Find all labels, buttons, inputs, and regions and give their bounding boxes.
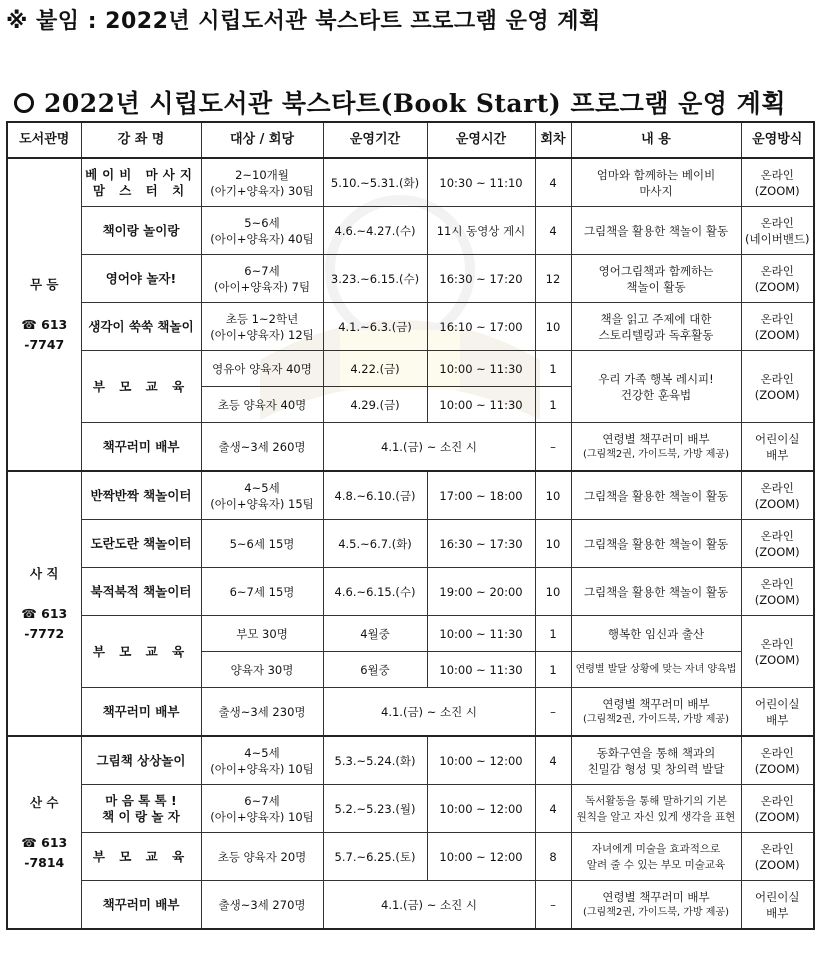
target-cell: 출생~3세 230명: [201, 688, 323, 737]
time-cell: 17:00 ~ 18:00: [427, 471, 535, 520]
target-cell: 초등 양육자 20명: [201, 833, 323, 881]
method-text: (ZOOM): [754, 496, 800, 511]
count-cell: 4: [535, 207, 571, 255]
table-row: [7, 303, 814, 351]
time-cell: 19:00 ~ 20:00: [427, 568, 535, 616]
method-text: 온라인: [760, 576, 794, 591]
content-text: 동화구연을 통해 책과의: [596, 745, 716, 760]
method-cell: [741, 471, 814, 520]
time-cell: 11시 동영상 게시: [427, 207, 535, 255]
library-phone: ☎ 613: [21, 834, 68, 850]
period-cell: 5.2.~5.23.(월): [323, 785, 427, 833]
target-text: (아이+양육자) 10팀: [210, 761, 314, 776]
time-cell: 10:00 ~ 12:00: [427, 833, 535, 881]
course-name: 맘 스 터 치: [92, 182, 190, 198]
period-cell: 5.7.~6.25.(토): [323, 833, 427, 881]
method-text: 온라인: [760, 167, 794, 182]
header-count: 회차: [535, 122, 571, 158]
method-text: 어린이실: [755, 696, 800, 711]
count-cell: 1: [535, 652, 571, 688]
method-text: 온라인: [760, 371, 794, 386]
time-cell: 10:00 ~ 11:30: [427, 652, 535, 688]
method-text: 온라인: [760, 793, 794, 808]
table-row: [7, 207, 814, 255]
method-text: 온라인: [760, 745, 794, 760]
period-cell: 4.22.(금): [323, 351, 427, 387]
content-text: 책을 읽고 주제에 대한: [600, 311, 712, 326]
count-cell: 10: [535, 568, 571, 616]
time-cell: 10:00 ~ 12:00: [427, 736, 535, 785]
target-cell: [201, 736, 323, 785]
method-text: 온라인: [760, 841, 794, 856]
count-cell: 4: [535, 785, 571, 833]
content-text: 건강한 훈육법: [620, 387, 692, 402]
course-cell: [81, 158, 201, 207]
content-cell: [571, 736, 741, 785]
target-cell: 5~6세 15명: [201, 520, 323, 568]
course-name: 베이비 마사지: [85, 166, 197, 182]
table-row: [7, 785, 814, 833]
method-text: (ZOOM): [754, 652, 800, 667]
library-phone-ext: -7814: [24, 854, 65, 870]
method-text: (ZOOM): [754, 327, 800, 342]
content-text: 연령별 책꾸러미 배부: [602, 696, 710, 711]
target-text: 4~5세: [244, 480, 280, 495]
content-cell: [571, 423, 741, 472]
table-row: [7, 423, 814, 472]
method-text: 어린이실: [755, 889, 800, 904]
method-text: (ZOOM): [754, 279, 800, 294]
method-text: (ZOOM): [754, 857, 800, 872]
target-text: 4~5세: [244, 745, 280, 760]
table-row: [7, 351, 814, 387]
method-cell: [741, 158, 814, 207]
target-text: (아이+양육자) 40팀: [210, 231, 314, 246]
method-cell: [741, 568, 814, 616]
method-cell: [741, 688, 814, 737]
target-cell: [201, 207, 323, 255]
method-text: (ZOOM): [754, 809, 800, 824]
library-name: 산 수: [29, 794, 59, 810]
count-cell: 1: [535, 351, 571, 387]
method-text: (ZOOM): [754, 544, 800, 559]
period-cell: 4.8.~6.10.(금): [323, 471, 427, 520]
library-cell-sansu: [7, 736, 81, 929]
method-text: 온라인: [760, 480, 794, 495]
count-cell: 10: [535, 520, 571, 568]
count-cell: 1: [535, 616, 571, 652]
course-cell: 북적북적 책놀이터: [81, 568, 201, 616]
target-text: 6~7세: [244, 793, 280, 808]
content-text: (그림책2권, 가이드북, 가방 제공): [583, 448, 729, 460]
header-content: 내 용: [571, 122, 741, 158]
content-cell: 그림책을 활용한 책놀이 활동: [571, 207, 741, 255]
target-cell: 영유아 양육자 40명: [201, 351, 323, 387]
content-cell: 그림책을 활용한 책놀이 활동: [571, 471, 741, 520]
period-cell: 4.1.(금) ~ 소진 시: [323, 423, 535, 472]
count-cell: 4: [535, 158, 571, 207]
table-header-row: [7, 122, 814, 158]
count-cell: 12: [535, 255, 571, 303]
target-cell: [201, 785, 323, 833]
header-period: 운영기간: [323, 122, 427, 158]
target-cell: [201, 303, 323, 351]
content-cell: [571, 255, 741, 303]
period-cell: 3.23.~6.15.(수): [323, 255, 427, 303]
library-cell-mudeung: [7, 158, 81, 471]
circle-bullet-icon: [14, 93, 34, 113]
content-cell: [571, 158, 741, 207]
content-cell: [571, 785, 741, 833]
period-cell: 4.1.~6.3.(금): [323, 303, 427, 351]
method-cell: [741, 255, 814, 303]
content-text: 책놀이 활동: [626, 279, 686, 294]
content-text: 영어그림책과 함께하는: [598, 263, 714, 278]
content-text: 알려 줄 수 있는 부모 미술교육: [586, 858, 726, 871]
library-name: 사 직: [29, 565, 59, 581]
header-library: 도서관명: [7, 122, 81, 158]
method-text: 온라인: [760, 636, 794, 651]
period-cell: 4.1.(금) ~ 소진 시: [323, 688, 535, 737]
method-cell: [741, 303, 814, 351]
content-cell: [571, 688, 741, 737]
content-text: 스토리텔링과 독후활동: [598, 327, 714, 342]
time-cell: 10:00 ~ 11:30: [427, 616, 535, 652]
course-cell: 책꾸러미 배부: [81, 688, 201, 737]
target-text: 6~7세: [244, 263, 280, 278]
content-text: 독서활동을 통해 말하기의 기본: [585, 794, 727, 807]
method-text: 어린이실: [755, 431, 800, 446]
course-cell: 책꾸러미 배부: [81, 423, 201, 472]
method-text: (ZOOM): [754, 387, 800, 402]
content-text: (그림책2권, 가이드북, 가방 제공): [583, 906, 729, 918]
course-cell: 그림책 상상놀이: [81, 736, 201, 785]
count-cell: –: [535, 423, 571, 472]
method-cell: [741, 736, 814, 785]
period-cell: 4월중: [323, 616, 427, 652]
method-text: 온라인: [760, 215, 794, 230]
content-cell: 행복한 임신과 출산: [571, 616, 741, 652]
method-text: 온라인: [760, 528, 794, 543]
attachment-note: ※ 붙임 : 2022년 시립도서관 북스타트 프로그램 운영 계획: [6, 9, 601, 34]
method-text: (ZOOM): [754, 592, 800, 607]
method-text: 배부: [766, 712, 789, 727]
period-cell: 4.6.~6.15.(수): [323, 568, 427, 616]
period-cell: 5.3.~5.24.(화): [323, 736, 427, 785]
page-title: [14, 84, 786, 120]
time-cell: 16:30 ~ 17:20: [427, 255, 535, 303]
method-cell: [741, 520, 814, 568]
library-name: 무 등: [29, 276, 59, 292]
time-cell: 10:00 ~ 11:30: [427, 351, 535, 387]
course-cell: 부 모 교 육: [81, 351, 201, 423]
content-text: 연령별 책꾸러미 배부: [602, 889, 710, 904]
target-cell: 출생~3세 260명: [201, 423, 323, 472]
period-cell: 6월중: [323, 652, 427, 688]
page-title-text: 2022년 시립도서관 북스타트(Book Start) 프로그램 운영 계획: [44, 89, 786, 118]
target-text: (아이+양육자) 12팀: [210, 327, 314, 342]
header-course: 강 좌 명: [81, 122, 201, 158]
content-text: 연령별 책꾸러미 배부: [602, 431, 710, 446]
method-text: 온라인: [760, 311, 794, 326]
course-cell: 부 모 교 육: [81, 616, 201, 688]
count-cell: 1: [535, 387, 571, 423]
method-text: (네이버밴드): [744, 231, 810, 246]
period-cell: 4.6.~4.27.(수): [323, 207, 427, 255]
target-text: (아이+양육자) 15팀: [210, 496, 314, 511]
method-cell: [741, 881, 814, 930]
table-row: [7, 736, 814, 785]
header-target: 대상 / 회당: [201, 122, 323, 158]
library-phone-ext: -7747: [24, 336, 65, 352]
content-cell: [571, 351, 741, 423]
table-row: [7, 471, 814, 520]
target-cell: 부모 30명: [201, 616, 323, 652]
count-cell: 8: [535, 833, 571, 881]
method-cell: [741, 207, 814, 255]
target-text: 초등 1~2학년: [225, 311, 299, 326]
program-table: [6, 121, 815, 930]
time-cell: 10:30 ~ 11:10: [427, 158, 535, 207]
method-cell: [741, 785, 814, 833]
table-row: [7, 255, 814, 303]
target-cell: 초등 양육자 40명: [201, 387, 323, 423]
table-row: [7, 833, 814, 881]
content-cell: [571, 303, 741, 351]
target-text: (아기+양육자) 30팀: [210, 183, 314, 198]
target-cell: 출생~3세 270명: [201, 881, 323, 930]
content-text: (그림책2권, 가이드북, 가방 제공): [583, 713, 729, 725]
content-cell: 연령별 발달 상황에 맞는 자녀 양육법: [571, 652, 741, 688]
method-cell: [741, 423, 814, 472]
period-cell: 4.1.(금) ~ 소진 시: [323, 881, 535, 930]
target-cell: [201, 158, 323, 207]
method-text: (ZOOM): [754, 183, 800, 198]
course-cell: 도란도란 책놀이터: [81, 520, 201, 568]
method-text: (ZOOM): [754, 761, 800, 776]
course-cell: 영어야 놀자!: [81, 255, 201, 303]
time-cell: 10:00 ~ 11:30: [427, 387, 535, 423]
course-cell: [81, 785, 201, 833]
target-text: (아이+양육자) 10팀: [210, 809, 314, 824]
method-text: 배부: [766, 905, 789, 920]
library-phone: ☎ 613: [21, 316, 68, 332]
target-cell: [201, 255, 323, 303]
header-method: 운영방식: [741, 122, 814, 158]
course-name: 책 이 랑 놀 자: [102, 808, 180, 824]
content-text: 엄마와 함께하는 베이비: [596, 167, 716, 182]
target-cell: 양육자 30명: [201, 652, 323, 688]
time-cell: 16:10 ~ 17:00: [427, 303, 535, 351]
table-row: [7, 158, 814, 207]
method-cell: [741, 616, 814, 688]
method-text: 배부: [766, 447, 789, 462]
content-text: 친밀감 형성 및 창의력 발달: [587, 761, 725, 776]
content-text: 우리 가족 행복 레시피!: [598, 371, 714, 386]
content-text: 마사지: [639, 183, 673, 198]
period-cell: 5.10.~5.31.(화): [323, 158, 427, 207]
target-text: 2~10개월: [235, 167, 289, 182]
content-cell: [571, 881, 741, 930]
target-cell: 6~7세 15명: [201, 568, 323, 616]
table-row: [7, 616, 814, 652]
course-cell: 부 모 교 육: [81, 833, 201, 881]
method-cell: [741, 833, 814, 881]
course-cell: 책이랑 놀이랑: [81, 207, 201, 255]
method-text: 온라인: [760, 263, 794, 278]
target-text: 5~6세: [244, 215, 280, 230]
content-cell: [571, 833, 741, 881]
table-row: [7, 688, 814, 737]
content-cell: 그림책을 활용한 책놀이 활동: [571, 568, 741, 616]
table-row: [7, 568, 814, 616]
time-cell: 16:30 ~ 17:30: [427, 520, 535, 568]
content-cell: 그림책을 활용한 책놀이 활동: [571, 520, 741, 568]
library-phone: ☎ 613: [21, 605, 68, 621]
course-cell: 책꾸러미 배부: [81, 881, 201, 930]
library-phone-ext: -7772: [24, 625, 65, 641]
count-cell: 4: [535, 736, 571, 785]
target-cell: [201, 471, 323, 520]
content-text: 자녀에게 미술을 효과적으로: [591, 842, 721, 855]
count-cell: 10: [535, 471, 571, 520]
table-row: [7, 881, 814, 930]
count-cell: –: [535, 688, 571, 737]
count-cell: 10: [535, 303, 571, 351]
count-cell: –: [535, 881, 571, 930]
course-name: 마 음 톡 톡 !: [105, 792, 177, 808]
time-cell: 10:00 ~ 12:00: [427, 785, 535, 833]
method-cell: [741, 351, 814, 423]
period-cell: 4.29.(금): [323, 387, 427, 423]
target-text: (아이+양육자) 7팀: [213, 279, 311, 294]
course-cell: 반짝반짝 책놀이터: [81, 471, 201, 520]
header-time: 운영시간: [427, 122, 535, 158]
library-cell-sajik: [7, 471, 81, 736]
course-cell: 생각이 쑥쑥 책놀이: [81, 303, 201, 351]
period-cell: 4.5.~6.7.(화): [323, 520, 427, 568]
content-text: 원칙을 알고 자신 있게 생각을 표현: [576, 810, 736, 823]
table-row: [7, 520, 814, 568]
